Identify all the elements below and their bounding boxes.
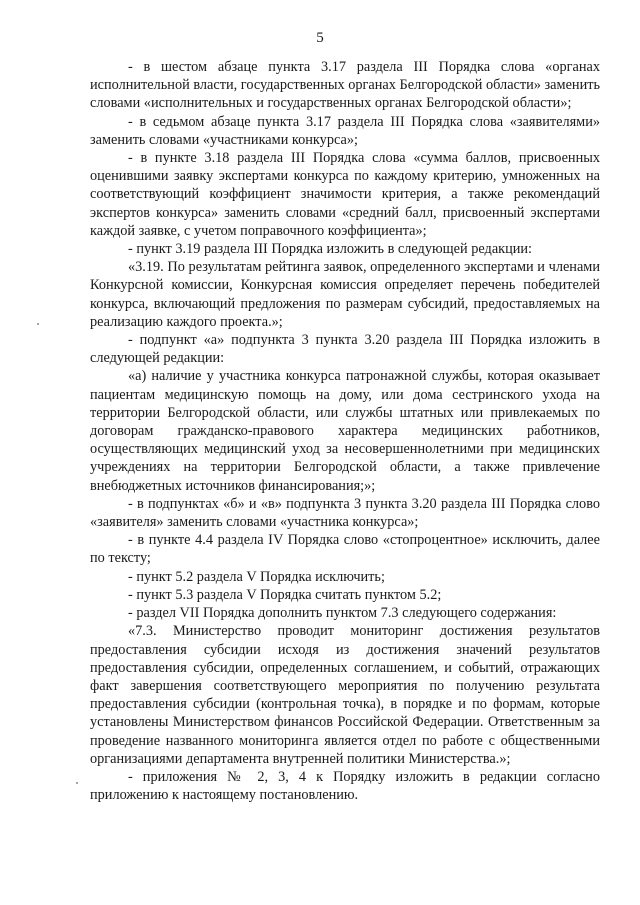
page-number: 5 <box>316 30 324 46</box>
paragraph: - раздел VII Порядка дополнить пунктом 7.3 следующего содержания: <box>128 605 557 622</box>
paragraph: - в седьмом абзаце пункта 3.17 раздела III Порядка слова «заявителями» заменить словами «участниками конкурса»; <box>90 113 600 148</box>
document-body <box>90 58 600 804</box>
paragraph: - подпункт «а» подпункта 3 пункта 3.20 раздела III Порядка изложить в следующей редакции: <box>90 332 600 367</box>
paragraph: «3.19. По результатам рейтинга заявок, определенного экспертами и членами Конкурсной комиссии, Конкурсная комиссия определяет перечень победителей конкурса, включающий предложения по размерам субсидий, предоставляемых на реализацию каждого проекта.»; <box>90 259 600 330</box>
scan-speck <box>37 323 39 325</box>
paragraph: «а) наличие у участника конкурса патронажной службы, которая оказывает пациентам медицинскую помощь на дому, или дома сестринского ухода на территории Белгородской области, или службы штатных или привлекаемых по договорам гражданско-правового характера медицинских работников, осуществляющих медицинский уход за несовершеннолетними при медицинских учреждениях на территории Белгородской области, а также привлечение внебюджетных источников финансирования;»; <box>90 368 600 494</box>
paragraph: - приложения № 2, 3, 4 к Порядку изложить в редакции согласно приложению к настоящему постановлению. <box>90 768 600 804</box>
paragraph: - в шестом абзаце пункта 3.17 раздела III Порядка слова «органах исполнительной власти, государственных органах Белгородской области» заменить словами «исполнительных и государственных органах Белгородской области»; <box>90 59 600 112</box>
scan-speck <box>76 782 78 784</box>
paragraph: - в пункте 3.18 раздела III Порядка слова «сумма баллов, присвоенных оценившими заявку экспертами конкурса по каждому критерию, умноженных на соответствующий коэффициент значимости критерия, а также рекомендаций экспертов конкурса» заменить словами «средний балл, присвоенный экспертами каждой заявке, с учетом поправочного коэффициента»; <box>90 150 600 239</box>
paragraph: «7.3. Министерство проводит мониторинг достижения результатов предоставления субсидии исходя из достижения значений результатов предоставления субсидии, определенных соглашением, и событий, отражающих факт завершения соответствующего мероприятия по получению результата предоставления субсидии (контрольная точка), в порядке и по формам, которые установлены Министерством финансов Российской Федерации. Ответственным за проведение названного мониторинга является отдел по работе с общественными организациями департамента внутренней политики Министерства.»; <box>90 623 600 767</box>
paragraph: - пункт 5.2 раздела V Порядка исключить; <box>128 568 385 585</box>
paragraph: - в пункте 4.4 раздела IV Порядка слово «стопроцентное» исключить, далее по тексту; <box>90 532 600 567</box>
paragraph: - в подпунктах «б» и «в» подпункта 3 пункта 3.20 раздела III Порядка слово «заявителя» заменить словами «участника конкурса»; <box>90 495 600 531</box>
paragraph: - пункт 5.3 раздела V Порядка считать пунктом 5.2; <box>128 586 442 603</box>
paragraph: - пункт 3.19 раздела III Порядка изложить в следующей редакции: <box>128 241 533 258</box>
